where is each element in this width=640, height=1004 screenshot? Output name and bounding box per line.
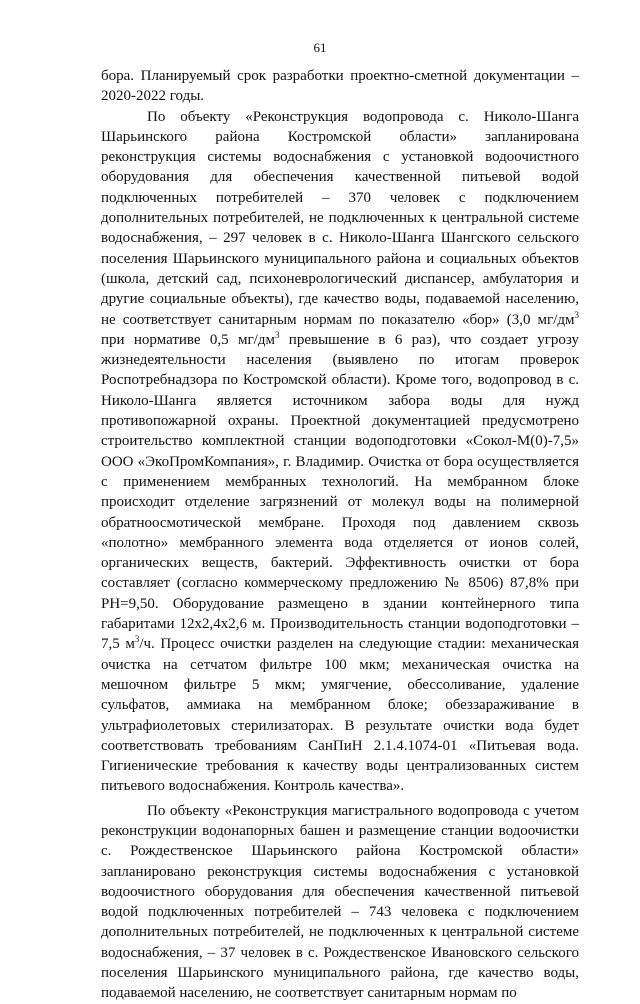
- page-number: 61: [313, 40, 327, 55]
- paragraph-2-part-a: По объекту «Реконструкция водопровода с. Николо-Шанга Шарьинского района Костромской области» запланирована реконструкция системы водоснабжения с установкой водоочистного оборудования для обеспечения качественной питьевой водой подключенных потребителей – 370 человек с подключением дополнительных потребителей, не подключенных к центральной системе водоснабжения, – 297 человек в с. Николо-Шанга Шангского сельского поселения Шарьинского муниципального района и социальных объектов (школа, детский сад, психоневрологический диспансер, амбулатория и другие социальные объекты), где качество воды, подаваемой населению, не соответствует санитарным нормам по показателю «бор» (3,0 мг/дм: [101, 108, 579, 328]
- paragraph-3: По объекту «Реконструкция магистрального водопровода с учетом реконструкции водонапорных башен и размещение станции водоочистки с. Рождественское Шарьинского района Костромской области» запланировано реконструкция системы водоснабжения с установкой водоочистного оборудования для обеспечения качественной питьевой водой подключенных потребителей – 743 человека с подключением дополнительных потребителей, не подключенных к центральной системе водоснабжения, – 37 человек в с. Рождественское Ивановского сельского поселения Шарьинского муниципального района, где качество воды, подаваемой населению, не соответствует санитарным нормам по: [101, 802, 579, 1002]
- paragraph-2: [101, 107, 579, 797]
- superscript-cubic: 3: [134, 634, 140, 645]
- superscript-cubic: 3: [574, 309, 579, 320]
- paragraph-2-part-c: превышение в 6 раз), что создает угрозу жизнедеятельности населения (выявлено по итогам проверок Роспотребнадзора по Костромской области). Кроме того, водопровод в с. Николо-Шанга является источником забора воды для нужд противопожарной охраны. Проектной документацией предусмотрено строительство комплектной станции водоподготовки «Сокол-М(0)-7,5» ООО «ЭкоПромКомпания», г. Владимир. Очистка от бора осуществляется с применением мембранных технологий. На мембранном блоке происходит отделение загрязнений от молекул воды на полимерной обратноосмотической мембране. Проходя под давлением сквозь «полотно» мембранного элемента вода отделяется от ионов солей, органических веществ, бактерий. Эффективность очистки от бора составляет (согласно коммерческому предложению № 8506) 87,8% при РН=9,50. Оборудование размещено в здании контейнерного типа габаритами 12х2,4х2,6 м. Производительность станции водоподготовки – 7,5 м: [101, 331, 580, 653]
- superscript-cubic: 3: [274, 329, 280, 340]
- paragraph-2-part-b: при нормативе 0,5 мг/дм: [101, 331, 275, 348]
- body-text: [101, 66, 579, 1004]
- paragraph-2-part-d: /ч. Процесс очистки разделен на следующие стадии: механическая очистка на сетчатом фильтре 100 мкм; механическая очистка на мешочном фильтре 5 мкм; умягчение, обессоливание, удаление сульфатов, аммиака на мембранном блоке; обеззараживание в ультрафиолетовых стерилизаторах. В результате очистки вода будет соответствовать требованиям СанПиН 2.1.4.1074-01 «Питьевая вода. Гигиенические требования к качеству воды централизованных систем питьевого водоснабжения. Контроль качества».: [101, 636, 579, 795]
- paragraph-1: бора. Планируемый срок разработки проектно-сметной документации – 2020-2022 годы.: [101, 68, 579, 105]
